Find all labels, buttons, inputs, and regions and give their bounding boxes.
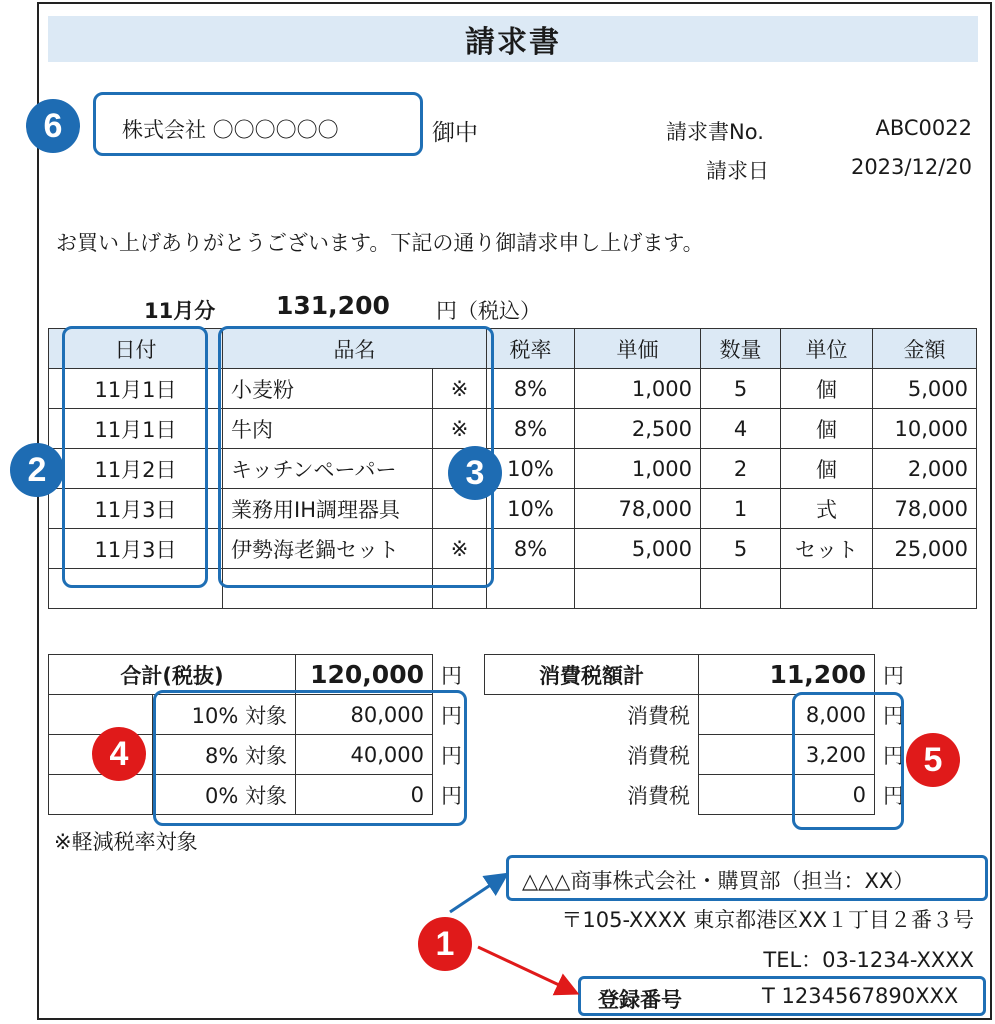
row-qty: 5	[701, 369, 781, 409]
subtotal-8-value: 40,000	[296, 735, 433, 775]
badge-1: 1	[418, 917, 472, 971]
tax-0-yen: 円	[883, 783, 904, 808]
tax-total-label: 消費税額計	[485, 655, 699, 695]
row-amount: 78,000	[873, 489, 977, 529]
invoice-no-value: ABC0022	[875, 116, 972, 140]
row-amount: 10,000	[873, 409, 977, 449]
registration-label: 登録番号	[598, 988, 682, 1012]
tax-0-label: 消費税	[627, 783, 690, 808]
row-item: 業務用IH調理器具	[223, 489, 433, 529]
row-qty: 5	[701, 529, 781, 569]
header-date: 日付	[49, 329, 223, 369]
row-rate: 10%	[487, 489, 575, 529]
subtotal-0-yen: 円	[441, 783, 462, 808]
subtotal-0-label: 0% 対象	[153, 775, 296, 815]
total-amount: 131,200	[276, 291, 390, 320]
row-rate: 8%	[487, 369, 575, 409]
row-price: 2,500	[575, 409, 701, 449]
badge-2: 2	[10, 443, 64, 497]
period-label: 11月分	[144, 299, 216, 323]
row-unit: 個	[781, 369, 873, 409]
row-amount: 2,000	[873, 449, 977, 489]
tax-10-value: 8,000	[699, 695, 875, 735]
subtotal-10-label: 10% 対象	[153, 695, 296, 735]
subtotal-8-label: 8% 対象	[153, 735, 296, 775]
tax-8-value: 3,200	[699, 735, 875, 775]
issuer-tel: TEL：03-1234-XXXX	[763, 948, 974, 972]
subtotal-label: 合計(税抜)	[49, 655, 296, 695]
arrow-to-registration	[478, 947, 574, 992]
subtotal-0-value: 0	[296, 775, 433, 815]
invoice-date-label: 請求日	[706, 159, 769, 183]
subtotal-yen: 円	[441, 663, 462, 688]
tax-0-value: 0	[699, 775, 875, 815]
row-date: 11月3日	[49, 489, 223, 529]
header-amount: 金額	[873, 329, 977, 369]
recipient-honorific: 御中	[432, 120, 478, 146]
tax-total-value: 11,200	[699, 655, 875, 695]
subtotal-8-yen: 円	[441, 743, 462, 768]
row-qty: 1	[701, 489, 781, 529]
row-date: 11月1日	[49, 369, 223, 409]
recipient-name: 株式会社 〇〇〇〇〇〇	[122, 118, 339, 142]
tax-total-yen: 円	[883, 663, 904, 688]
row-item: 伊勢海老鍋セット	[223, 529, 433, 569]
row-date: 11月2日	[49, 449, 223, 489]
subtotal-value: 120,000	[296, 655, 433, 695]
row-reduced-mark: ※	[433, 529, 487, 569]
tax-8-label: 消費税	[627, 743, 690, 768]
row-price: 78,000	[575, 489, 701, 529]
issuer-name: △△△商事株式会社・購買部（担当：XX）	[522, 869, 915, 893]
row-date: 11月1日	[49, 409, 223, 449]
tax-10-label: 消費税	[627, 703, 690, 728]
row-unit: 個	[781, 449, 873, 489]
row-reduced-mark: ※	[433, 369, 487, 409]
row-date: 11月3日	[49, 529, 223, 569]
issuer-address: 〒105-XXXX 東京都港区XX１丁目２番３号	[561, 908, 974, 932]
row-price: 1,000	[575, 449, 701, 489]
invoice-no-label: 請求書No.	[666, 120, 764, 144]
greeting-text: お買い上げありがとうございます。下記の通り御請求申し上げます。	[56, 231, 704, 255]
badge-3: 3	[448, 446, 502, 500]
badge-6: 6	[26, 99, 80, 153]
invoice-date-value: 2023/12/20	[850, 155, 972, 179]
subtotal-10-yen: 円	[441, 703, 462, 728]
row-item: 小麦粉	[223, 369, 433, 409]
row-item: 牛肉	[223, 409, 433, 449]
subtotal-10-value: 80,000	[296, 695, 433, 735]
total-unit: 円（税込）	[436, 299, 541, 323]
header-rate: 税率	[487, 329, 575, 369]
row-rate: 8%	[487, 529, 575, 569]
row-price: 1,000	[575, 369, 701, 409]
badge-5: 5	[906, 733, 960, 787]
invoice-title: 請求書	[48, 16, 978, 62]
header-unit: 単位	[781, 329, 873, 369]
tax-8-yen: 円	[883, 743, 904, 768]
row-unit: 式	[781, 489, 873, 529]
row-rate: 8%	[487, 409, 575, 449]
badge-4: 4	[92, 727, 146, 781]
row-unit: 個	[781, 409, 873, 449]
row-amount: 5,000	[873, 369, 977, 409]
row-qty: 4	[701, 409, 781, 449]
row-qty: 2	[701, 449, 781, 489]
row-item: キッチンペーパー	[223, 449, 433, 489]
row-amount: 25,000	[873, 529, 977, 569]
header-qty: 数量	[701, 329, 781, 369]
tax-10-yen: 円	[883, 703, 904, 728]
reduced-rate-note: ※軽減税率対象	[54, 830, 198, 854]
header-item: 品名	[223, 329, 487, 369]
registration-number: T 1234567890XXX	[762, 984, 959, 1008]
row-rate: 10%	[487, 449, 575, 489]
row-reduced-mark: ※	[433, 409, 487, 449]
row-unit: セット	[781, 529, 873, 569]
row-price: 5,000	[575, 529, 701, 569]
arrow-to-issuer	[450, 876, 504, 912]
header-price: 単価	[575, 329, 701, 369]
